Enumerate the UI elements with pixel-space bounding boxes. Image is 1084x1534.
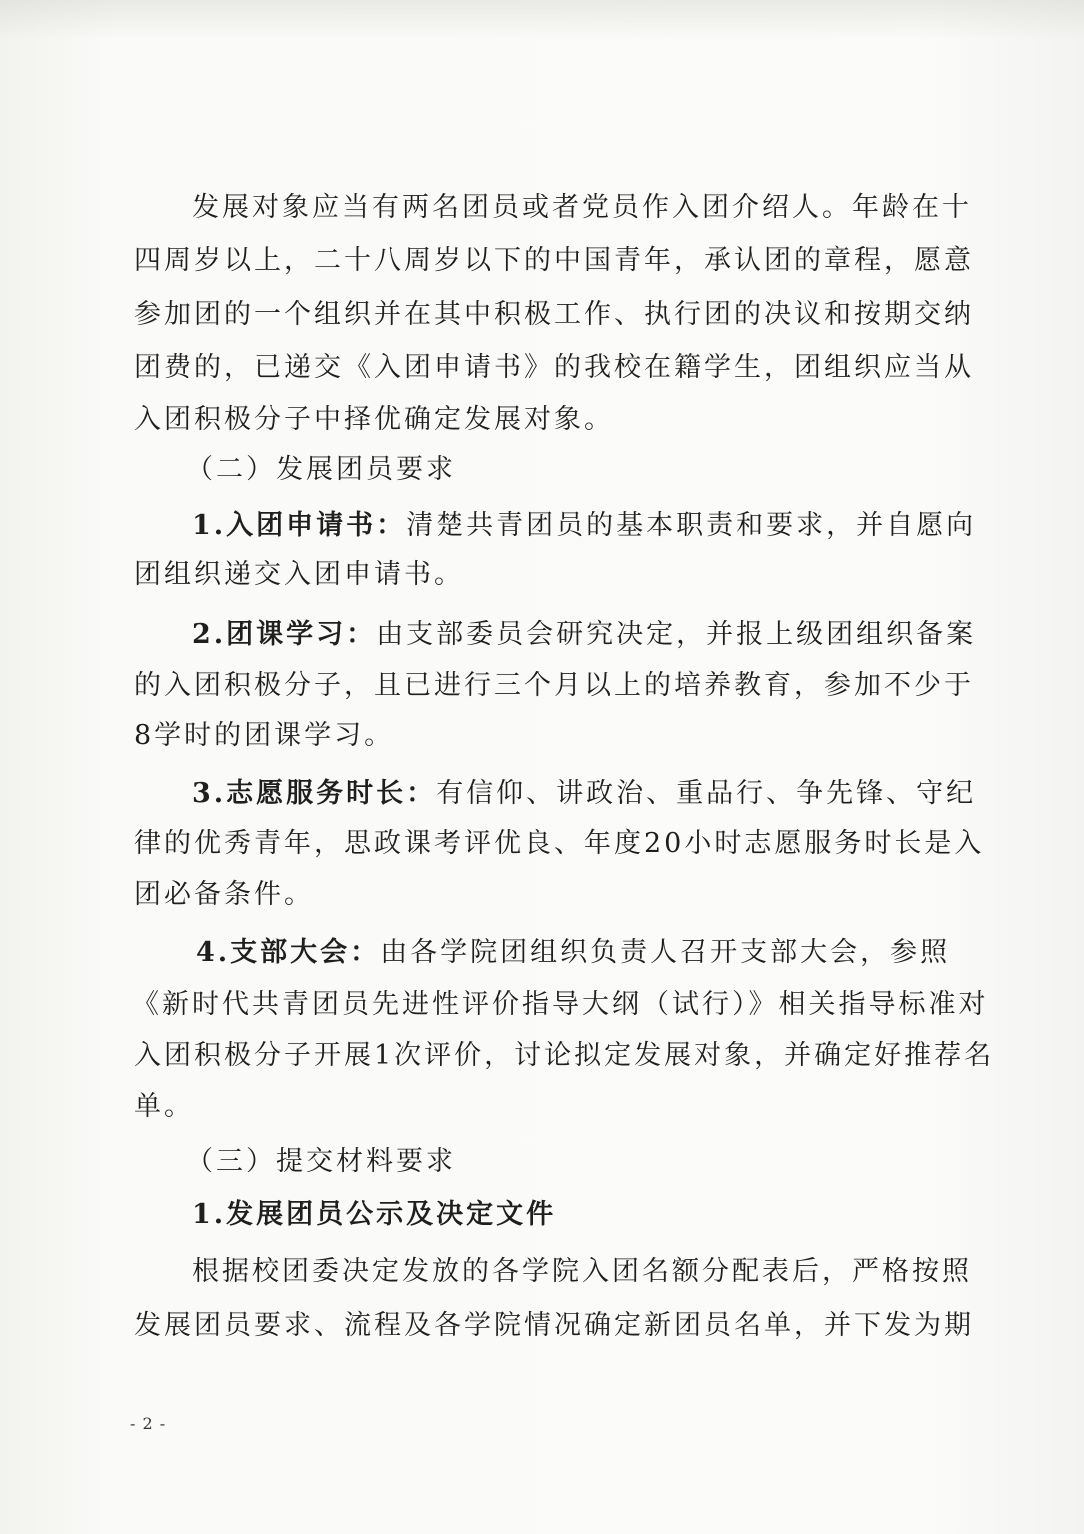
paragraph-line: 律的优秀青年，思政课考评优良、年度20小时志愿服务时长是入 (134, 828, 985, 859)
item-line (192, 508, 982, 544)
paragraph-line: 入团积极分子开展1次评价，讨论拟定发展对象，并确定好推荐名 (134, 1040, 995, 1071)
item-title: 3.志愿服务时长： (192, 778, 437, 809)
paragraph-line: 团组织递交入团申请书。 (134, 559, 464, 590)
item-text: 有信仰、讲政治、重品行、争先锋、守纪 (436, 778, 977, 809)
paragraph-line: 入团积极分子中择优确定发展对象。 (134, 404, 614, 435)
section-heading: （三）提交材料要求 (186, 1146, 456, 1177)
item-title: 1.入团申请书： (192, 510, 407, 541)
item-line (196, 935, 986, 971)
scan-shadow (0, 0, 1084, 40)
page-number: - 2 - (130, 1414, 167, 1433)
item-line (192, 776, 982, 812)
paragraph-line: 团费的，已递交《入团申请书》的我校在籍学生，团组织应当从 (134, 352, 974, 383)
section-heading: （二）发展团员要求 (186, 454, 456, 485)
paragraph-line: 团必备条件。 (134, 879, 314, 910)
item-title: 2.团课学习： (192, 619, 377, 650)
paragraph-line: 发展对象应当有两名团员或者党员作入团介绍人。年龄在十 (192, 192, 972, 223)
paragraph-line: 四周岁以上，二十八周岁以下的中国青年，承认团的章程，愿意 (134, 245, 974, 276)
item-line (192, 617, 982, 653)
paragraph-line: 根据校团委决定发放的各学院入团名额分配表后，严格按照 (192, 1256, 972, 1287)
paragraph-line: 单。 (134, 1091, 194, 1122)
item-title: 4.支部大会： (196, 937, 381, 968)
paragraph-line: 《新时代共青团员先进性评价指导大纲（试行）》相关指导标准对 (132, 989, 989, 1020)
paragraph-line: 8学时的团课学习。 (134, 720, 395, 751)
paragraph-line: 参加团的一个组织并在其中积极工作、执行团的决议和按期交纳 (134, 299, 974, 330)
item-text: 由支部委员会研究决定，并报上级团组织备案 (376, 619, 977, 650)
subsection-heading: 1.发展团员公示及决定文件 (192, 1199, 557, 1230)
paragraph-line: 发展团员要求、流程及各学院情况确定新团员名单，并下发为期 (134, 1310, 974, 1341)
item-text: 清楚共青团员的基本职责和要求，并自愿向 (406, 510, 977, 541)
item-text: 由各学院团组织负责人召开支部大会，参照 (380, 937, 951, 968)
paragraph-line: 的入团积极分子，且已进行三个月以上的培养教育，参加不少于 (134, 670, 974, 701)
